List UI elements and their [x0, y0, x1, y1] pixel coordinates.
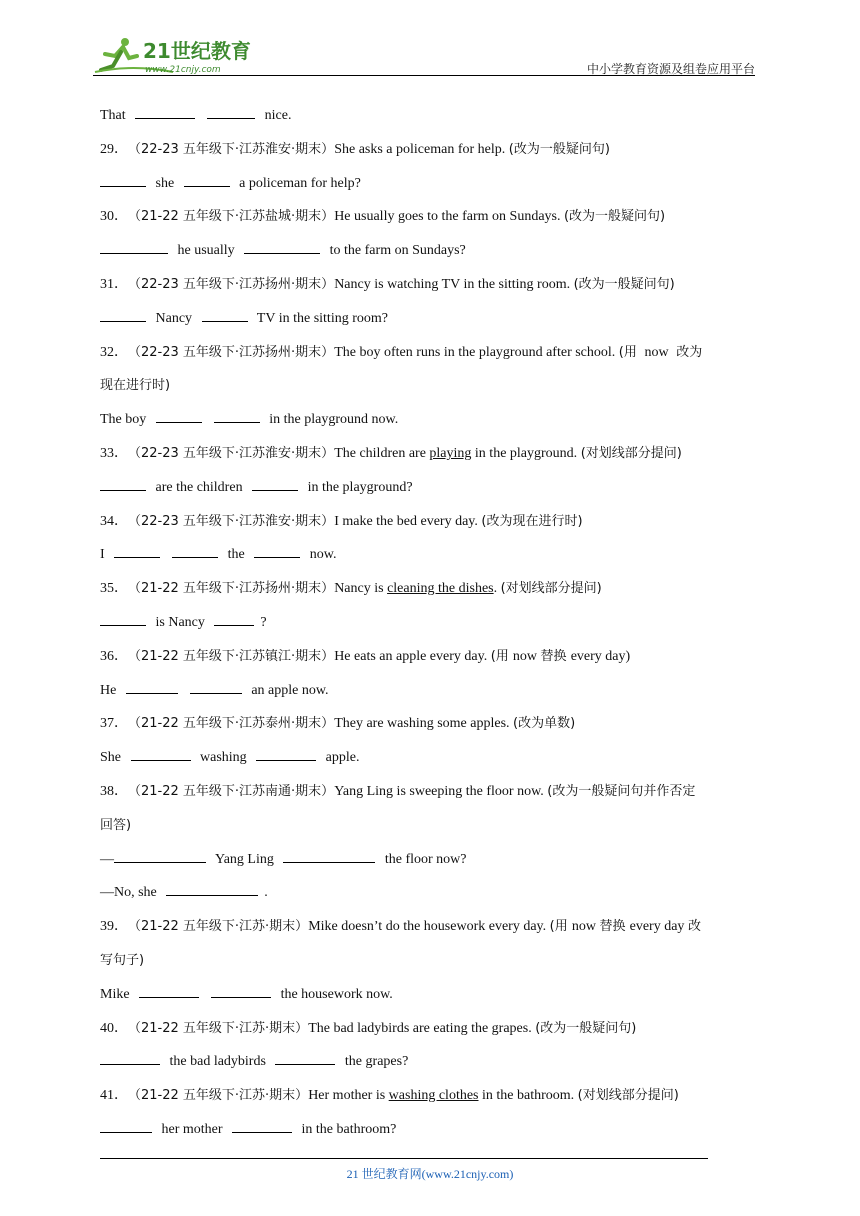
sentence-text: I make the bed every day. — [334, 513, 482, 529]
answer-blank — [283, 847, 375, 863]
question-number: 33． — [100, 445, 128, 461]
sentence-text: He eats an apple every day. — [334, 648, 491, 664]
answer-blank — [202, 306, 248, 322]
sentence-text: He — [100, 682, 120, 698]
instruction-text: 现在进行时) — [100, 378, 171, 394]
sentence-text: — — [100, 851, 114, 867]
question-number: 34． — [100, 513, 128, 529]
sentence-text: . — [493, 581, 501, 597]
sentence-text: I — [100, 547, 109, 563]
question-line — [100, 340, 765, 374]
question-line — [100, 914, 765, 948]
answer-line — [100, 610, 765, 644]
answer-blank — [100, 306, 146, 322]
answer-blank — [114, 847, 206, 863]
question-source: （21-22 五年级下·江苏·期末） — [128, 1020, 309, 1036]
question-source: （21-22 五年级下·江苏盐城·期末） — [128, 209, 335, 225]
sentence-text: in the bathroom. — [478, 1088, 578, 1104]
sentence-text: He usually goes to the farm on Sundays. — [334, 209, 564, 225]
answer-blank — [100, 475, 146, 491]
answer-line — [100, 982, 765, 1016]
answer-blank — [100, 610, 146, 626]
answer-line — [100, 542, 765, 576]
answer-line — [100, 678, 765, 712]
question-number: 39． — [100, 919, 128, 935]
answer-line — [100, 171, 765, 205]
question-source: （22-23 五年级下·江苏淮安·期末） — [128, 513, 335, 529]
footer-source: 21 世纪教育网(www.21cnjy.com) — [346, 1167, 514, 1181]
answer-blank — [252, 475, 298, 491]
sentence-text: The boy often runs in the playground after school. — [334, 344, 619, 360]
instruction-text: (对划线部分提问) — [500, 581, 602, 597]
answer-blank — [254, 542, 300, 558]
underlined-text: cleaning the dishes — [387, 581, 494, 597]
answer-blank — [100, 1117, 152, 1133]
sentence-text: the bad ladybirds — [166, 1054, 270, 1070]
answer-blank — [184, 171, 230, 187]
sentence-text: is Nancy — [152, 614, 209, 630]
exercise-list — [100, 103, 765, 1151]
question-line — [100, 509, 765, 543]
sentence-text: She asks a policeman for help. — [334, 141, 509, 157]
answer-line — [100, 745, 765, 779]
answer-blank — [214, 407, 260, 423]
sentence-text: the floor now? — [381, 851, 467, 867]
underlined-text: washing clothes — [388, 1088, 479, 1104]
header-divider — [93, 75, 755, 76]
sentence-text: nice. — [261, 108, 292, 123]
answer-line — [100, 880, 765, 914]
question-line — [100, 576, 765, 610]
question-number: 35． — [100, 581, 128, 597]
answer-blank — [100, 238, 168, 254]
question-source: （22-23 五年级下·江苏淮安·期末） — [128, 141, 335, 157]
question-line — [100, 779, 765, 813]
question-line — [100, 204, 765, 238]
question-source: （21-22 五年级下·江苏镇江·期末） — [128, 648, 335, 664]
question-line — [100, 272, 765, 306]
sentence-text: Mike — [100, 986, 134, 1002]
instruction-text: (改为一般疑问句并作否定 — [547, 783, 696, 799]
answer-blank — [172, 542, 218, 558]
underlined-text: playing — [429, 445, 472, 461]
sentence-text: now — [641, 344, 673, 360]
sentence-text: The children are — [334, 445, 430, 461]
sentence-text: The bad ladybirds are eating the grapes. — [308, 1020, 536, 1036]
answer-blank — [156, 407, 202, 423]
question-source: （21-22 五年级下·江苏·期末） — [128, 1088, 309, 1104]
answer-line — [100, 238, 765, 272]
platform-name: 中小学教育资源及组卷应用平台 — [586, 62, 755, 76]
instruction-text: (用 — [490, 648, 513, 664]
instruction-text: 写句子) — [100, 952, 145, 968]
instruction-text: 替换 — [540, 648, 571, 664]
sentence-text: They are washing some apples. — [334, 716, 514, 732]
instruction-text: 替换 — [599, 919, 630, 935]
sentence-text: she — [152, 175, 178, 191]
sentence-text: Nancy — [152, 310, 196, 326]
sentence-text: She — [100, 750, 125, 766]
sentence-text: an apple now. — [247, 682, 329, 698]
answer-line — [100, 407, 765, 441]
instruction-text: 改 — [687, 919, 701, 935]
sentence-text: Yang Ling — [212, 851, 278, 867]
answer-line — [100, 1049, 765, 1083]
footer-divider — [100, 1158, 708, 1159]
logo-21cnjy — [93, 34, 263, 78]
sentence-text: —No, she — [100, 885, 161, 901]
sentence-text: The boy — [100, 412, 150, 428]
answer-blank — [166, 880, 258, 896]
sentence-text: a policeman for help? — [235, 175, 361, 191]
answer-blank — [139, 982, 199, 998]
sentence-text: TV in the sitting room? — [253, 310, 388, 326]
sentence-text: every day — [629, 919, 688, 935]
instruction-text: (改为一般疑问句) — [563, 209, 666, 225]
question-line — [100, 1016, 765, 1050]
answer-blank — [135, 103, 195, 119]
answer-blank — [207, 103, 255, 119]
instruction-text: 回答) — [100, 817, 132, 833]
sentence-text: in the bathroom? — [298, 1121, 397, 1137]
sentence-text: now. — [306, 547, 337, 563]
answer-line — [100, 1117, 765, 1151]
answer-blank — [256, 745, 316, 761]
instruction-text: (用 — [549, 919, 572, 935]
question-number: 36． — [100, 648, 128, 664]
sentence-text: he usually — [174, 243, 239, 259]
sentence-text: Nancy is watching TV in the sitting room. — [334, 276, 574, 292]
sentence-text: her mother — [158, 1121, 227, 1137]
question-number: 37． — [100, 716, 128, 732]
instruction-text: (改为一般疑问句) — [573, 276, 675, 292]
sentence-text: Yang Ling is sweeping the floor now. — [334, 783, 548, 799]
svg-text:www.21cnjy.com: www.21cnjy.com — [145, 65, 221, 75]
question-source: （22-23 五年级下·江苏淮安·期末） — [128, 445, 335, 461]
sentence-text: to the farm on Sundays? — [326, 243, 466, 259]
sentence-text: That — [100, 108, 130, 123]
sentence-text: in the playground? — [304, 479, 413, 495]
sentence-text: now — [571, 919, 600, 935]
sentence-text: are the children — [152, 479, 247, 495]
question-source: （22-23 五年级下·江苏扬州·期末） — [128, 344, 335, 360]
sentence-text: in the playground now. — [265, 412, 399, 428]
question-line — [100, 644, 765, 678]
sentence-text: ? — [260, 614, 267, 630]
instruction-text: (用 — [618, 344, 641, 360]
answer-blank — [244, 238, 320, 254]
sentence-text: washing — [196, 750, 251, 766]
answer-blank — [100, 171, 146, 187]
answer-blank — [131, 745, 191, 761]
answer-line — [100, 475, 765, 509]
sentence-text: Her mother is — [308, 1088, 389, 1104]
question-source: （21-22 五年级下·江苏扬州·期末） — [128, 581, 335, 597]
answer-line — [100, 103, 765, 137]
sentence-text: in the playground. — [471, 445, 581, 461]
sentence-text: the housework now. — [277, 986, 393, 1002]
question-number: 32． — [100, 344, 128, 360]
question-line — [100, 441, 765, 475]
answer-line — [100, 847, 765, 881]
question-number: 38． — [100, 783, 128, 799]
svg-text:21世纪教育: 21世纪教育 — [143, 39, 251, 63]
question-number: 30． — [100, 209, 128, 225]
question-number: 40． — [100, 1020, 128, 1036]
answer-line — [100, 373, 765, 407]
instruction-text: (改为现在进行时) — [481, 513, 583, 529]
answer-blank — [214, 610, 254, 626]
question-number: 41． — [100, 1088, 128, 1104]
question-line — [100, 711, 765, 745]
sentence-text: . — [264, 885, 268, 901]
answer-blank — [232, 1117, 292, 1133]
answer-blank — [114, 542, 160, 558]
sentence-text: apple. — [322, 750, 360, 766]
answer-line — [100, 948, 765, 982]
sentence-text: Mike doesn’t do the housework every day. — [308, 919, 550, 935]
question-line — [100, 1083, 765, 1117]
answer-blank — [126, 678, 178, 694]
answer-blank — [100, 1049, 160, 1065]
page-header — [93, 30, 755, 78]
instruction-text: 改为 — [672, 344, 703, 360]
question-line — [100, 137, 765, 171]
instruction-text: (对划线部分提问) — [577, 1088, 679, 1104]
sentence-text: now — [512, 648, 541, 664]
instruction-text: (改为单数) — [513, 716, 576, 732]
sentence-text: every day) — [570, 648, 631, 664]
answer-line — [100, 306, 765, 340]
sentence-text: the — [224, 547, 249, 563]
question-source: （21-22 五年级下·江苏泰州·期末） — [128, 716, 335, 732]
instruction-text: (改为一般疑问句) — [535, 1020, 637, 1036]
sentence-text: the grapes? — [341, 1054, 409, 1070]
question-source: （21-22 五年级下·江苏南通·期末） — [128, 783, 335, 799]
instruction-text: (对划线部分提问) — [580, 445, 682, 461]
sentence-text: Nancy is — [334, 581, 388, 597]
answer-blank — [211, 982, 271, 998]
instruction-text: (改为一般疑问句) — [508, 141, 610, 157]
answer-blank — [275, 1049, 335, 1065]
answer-blank — [190, 678, 242, 694]
question-source: （21-22 五年级下·江苏·期末） — [128, 919, 309, 935]
question-number: 31． — [100, 276, 128, 292]
answer-line — [100, 813, 765, 847]
question-number: 29． — [100, 141, 128, 157]
question-source: （22-23 五年级下·江苏扬州·期末） — [128, 276, 335, 292]
